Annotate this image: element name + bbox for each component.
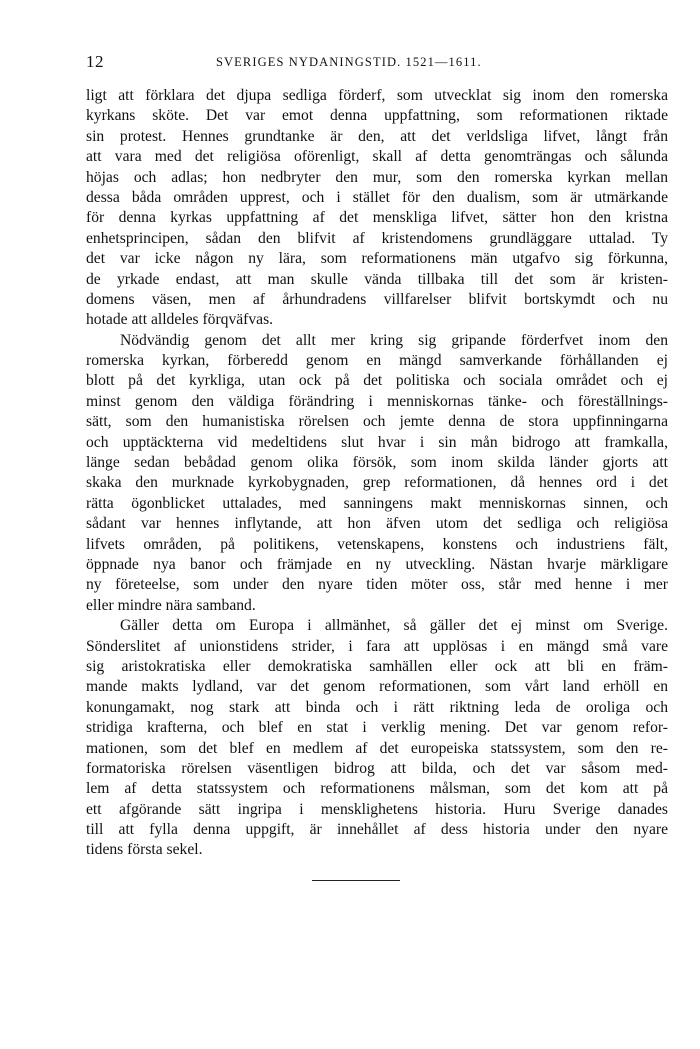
text-line: formatoriska rörelsen väsentligen bidrog att bilda, och det var såsom med-	[86, 759, 668, 777]
page-header	[86, 52, 668, 72]
text-line: blott på det kyrkliga, utan ock på det politiska och sociala området och ej	[86, 372, 668, 390]
text-line: öppnade nya banor och främjade en ny utveckling. Nästan hvarje märkligare	[86, 555, 668, 573]
text-line: att vara med det religiösa oförenligt, skall af detta genomträngas och sålunda	[86, 148, 668, 166]
text-line: ny företeelse, som under den nyare tiden möter oss, står med henne i mer	[86, 576, 668, 594]
paragraph-3	[86, 616, 668, 861]
text-line: lifvets områden, på politikens, vetenskapens, konstens och industriens fält,	[86, 535, 668, 553]
text-line: och upptäckterna vid medeltidens slut hvar i sin mån bidrogo att framkalla,	[86, 433, 668, 451]
text-line: stridiga krafterna, och blef en stat i verklig mening. Det var genom refor-	[86, 719, 668, 737]
text-line: Gäller detta om Europa i allmänhet, så gäller det ej minst om Sverige.	[120, 617, 668, 635]
text-line: de yrkade endast, att man skulle vända tillbaka till det som är kristen-	[86, 270, 668, 288]
text-line: minst genom den väldiga förändring i menniskornas tänke- och föreställnings-	[86, 392, 668, 410]
text-line: enhetsprincipen, sådan den blifvit af kristendomens grundläggare uttalad. Ty	[86, 229, 668, 247]
text-line: det var icke någon ny lära, som reformationens män utgafvo sig förkunna,	[86, 250, 668, 268]
paragraph-2	[86, 331, 668, 616]
text-line: eller mindre nära samband.	[86, 596, 256, 614]
text-line: till att fylla denna uppgift, är innehållet af dess historia under den nyare	[86, 821, 668, 839]
closing-rule	[312, 880, 400, 881]
text-line: domens väsen, men af århundradens villfarelser blifvit bortskymdt och nu	[86, 290, 668, 308]
text-line: romerska kyrkan, förberedd genom en mängd samverkande förhållanden ej	[86, 352, 668, 370]
text-line: sin protest. Hennes grundtanke är den, att det verldsliga lifvet, långt från	[86, 127, 668, 145]
text-line: ligt att förklara det djupa sedliga förderf, som utvecklat sig inom den romerska	[86, 87, 668, 104]
text-line: för denna kyrkas uppfattning af det menskliga lifvet, sätter hon den kristna	[86, 209, 668, 227]
page-number: 12	[86, 52, 104, 71]
text-line: mationen, som det blef en medlem af det europeiska statssystem, som den re-	[86, 739, 668, 757]
text-line: kyrkans sköte. Det var emot denna uppfattning, som reformationen riktade	[86, 107, 668, 125]
text-line: mande makts lydland, var det genom reformationen, som vårt land erhöll en	[86, 678, 668, 696]
text-line: rätta ögonblicket uttalades, med sanningens makt menniskornas sinnen, och	[86, 494, 668, 512]
text-line: skaka den murknade kyrkobygnaden, grep reformationen, då hennes ord i det	[86, 474, 668, 492]
text-line: ett afgörande sätt ingripa i mensklighetens historia. Huru Sverige danades	[86, 800, 668, 818]
text-line: sätt, som den humanistiska rörelsen och jemte denna de stora uppfinningarna	[86, 413, 668, 431]
running-head: SVERIGES NYDANINGSTID. 1521—1611.	[216, 55, 482, 69]
text-line: länge sedan bebådad genom olika försök, som inom skilda länder gjorts att	[86, 454, 668, 472]
text-line: lem af detta statssystem och reformationens målsman, som det kom att på	[86, 780, 668, 798]
text-line: dessa båda områden upprest, och i stället för den dualism, som är utmärkande	[86, 188, 668, 206]
paragraph-1	[86, 86, 668, 331]
text-line: höjas och adlas; hon nedbryter den mur, som den romerska kyrkan mellan	[86, 168, 668, 186]
text-line: Nödvändig genom det allt mer kring sig gripande förderfvet inom den	[120, 331, 668, 349]
text-line: konungamakt, nog stark att binda och i rätt riktning leda de oroliga och	[86, 698, 668, 716]
text-line: hotade att alldeles förqväfvas.	[86, 311, 274, 329]
text-line: sådant var hennes inflytande, att hon äfven utom det sedliga och religiösa	[86, 515, 668, 533]
text-line: Sönderslitet af unionstidens strider, i fara att upplösas i en mängd små vare	[86, 637, 668, 655]
text-line: tidens första sekel.	[86, 841, 203, 859]
body-text	[86, 86, 668, 861]
text-line: sig aristokratiska eller demokratiska samhällen eller ock att bli en främ-	[86, 657, 668, 675]
